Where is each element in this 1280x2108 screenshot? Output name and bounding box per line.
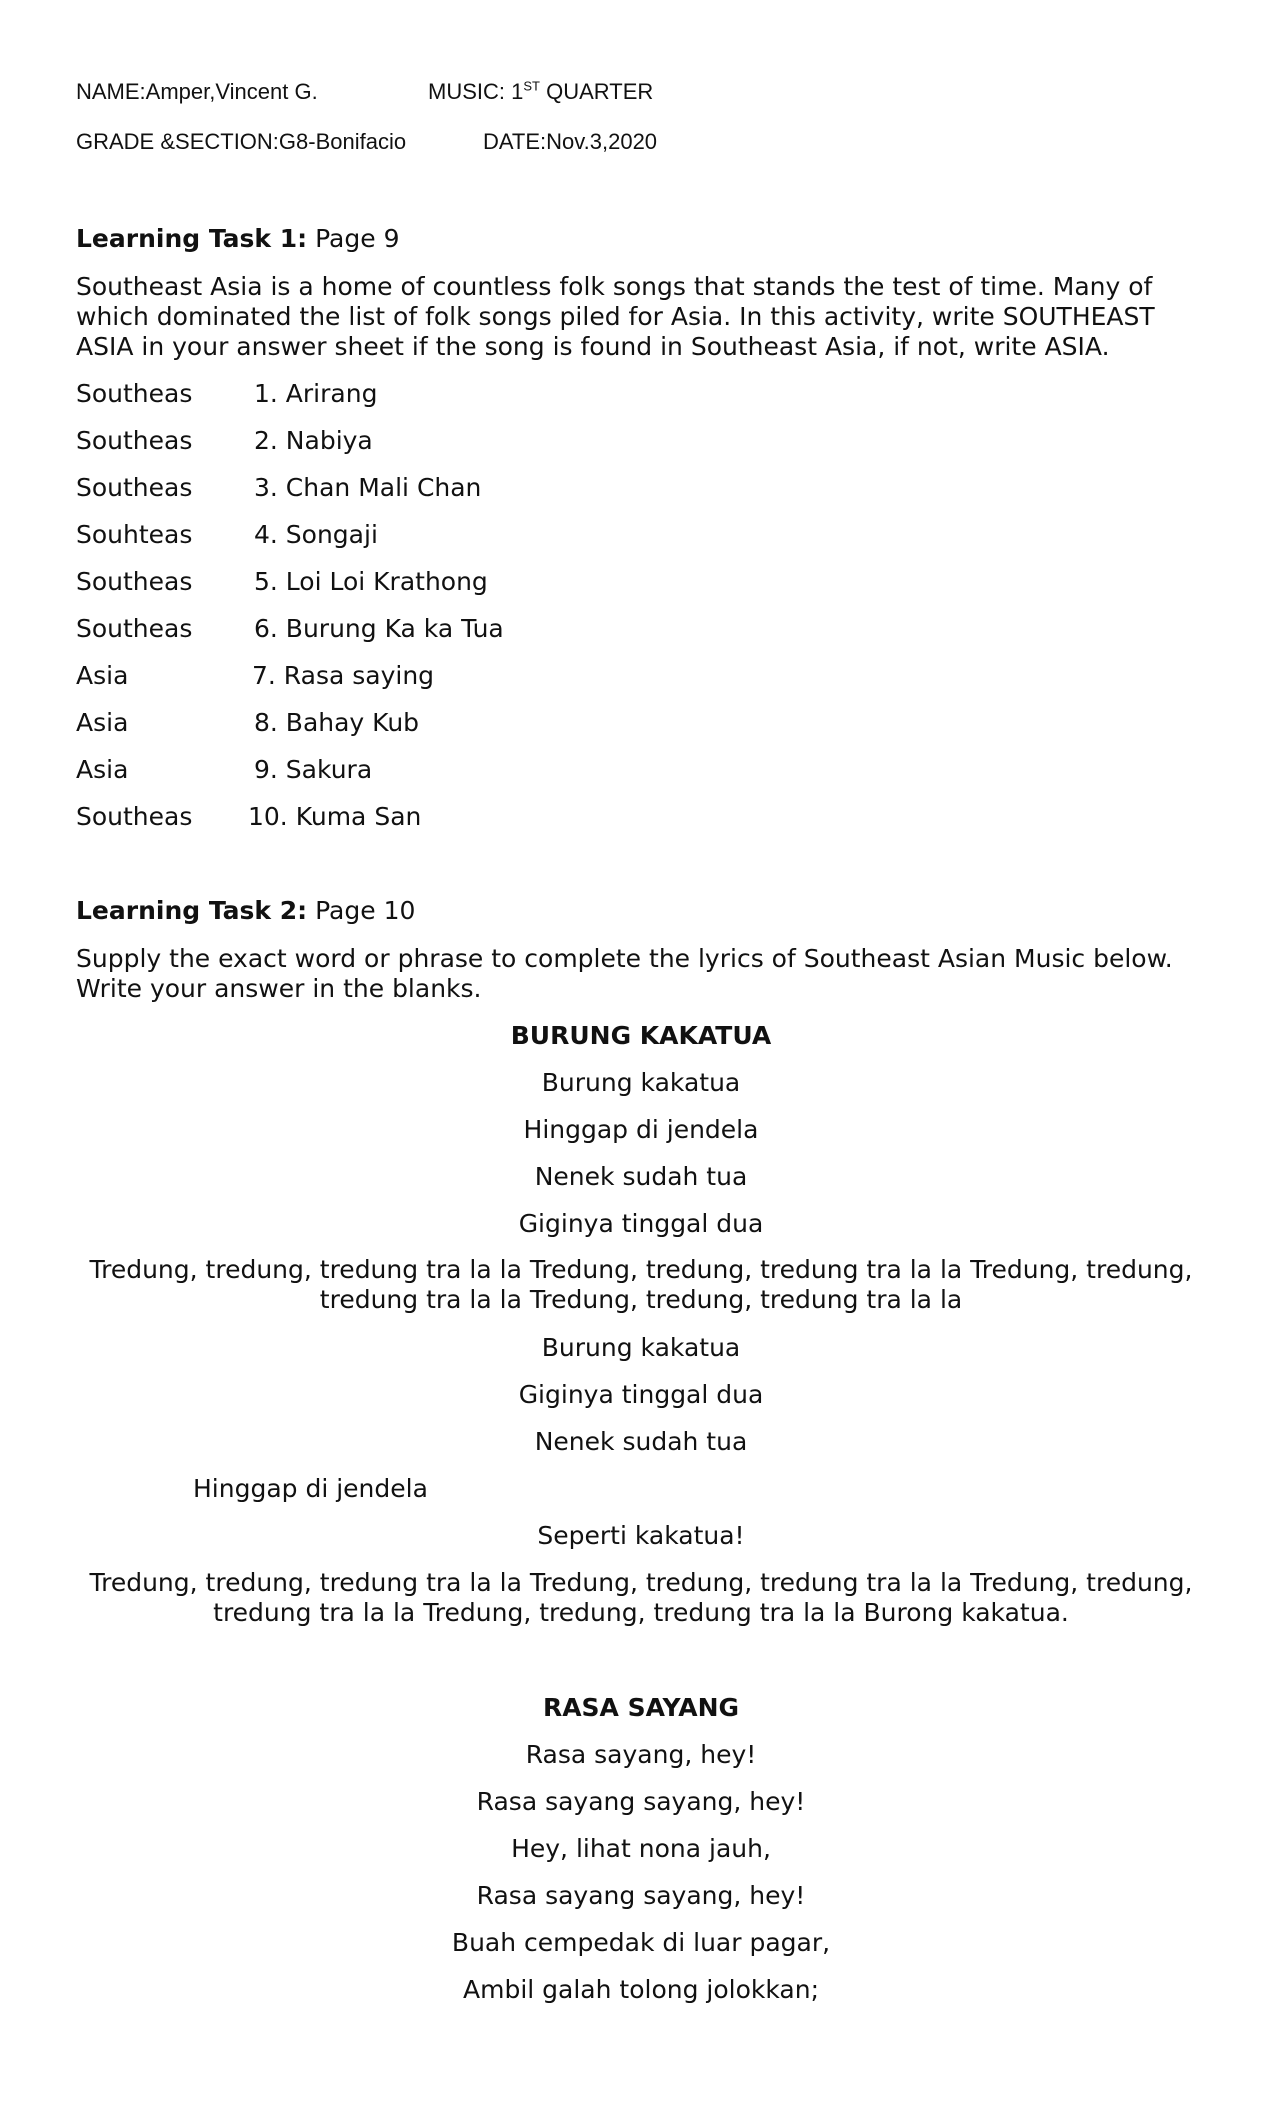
task1-answer-6: Southeas <box>76 614 193 643</box>
task1-item-10: 10. Kuma San <box>248 802 422 831</box>
task1-item-1: 1. Arirang <box>254 379 378 408</box>
task2-instructions: Supply the exact word or phrase to complete the lyrics of Southeast Asian Music below. Write your answer in the blanks. <box>76 944 1173 1003</box>
task1-item-5: 5. Loi Loi Krathong <box>254 567 488 596</box>
music-quarter-ordinal: ST <box>523 78 540 94</box>
task1-page: Page 9 <box>307 224 400 253</box>
task1-item-3: 3. Chan Mali Chan <box>254 473 482 502</box>
song1-line-4: Giginya tinggal dua <box>518 1209 764 1238</box>
song1-line-1: Burung kakatua <box>541 1068 741 1097</box>
task1-answer-10: Southeas <box>76 802 193 831</box>
song2-line-3: Hey, lihat nona jauh, <box>511 1834 771 1863</box>
student-name: NAME:Amper,Vincent G. <box>76 79 318 104</box>
task1-item-6: 6. Burung Ka ka Tua <box>254 614 504 643</box>
song1-line-9: Seperti kakatua! <box>537 1521 745 1550</box>
song2-line-6: Ambil galah tolong jolokkan; <box>463 1975 819 2004</box>
task1-answer-1: Southeas <box>76 379 193 408</box>
song1-line-8: Hinggap di jendela <box>193 1474 428 1503</box>
task2-title: Learning Task 2: <box>76 896 308 925</box>
grade-section: GRADE &SECTION:G8-Bonifacio <box>76 129 407 154</box>
task1-item-7: 7. Rasa saying <box>252 661 435 690</box>
song2-line-1: Rasa sayang, hey! <box>525 1740 757 1769</box>
task1-answer-4: Souhteas <box>76 520 193 549</box>
song1-chorus-2: Tredung, tredung, tredung tra la la Tredung, tredung, tredung tra la la Tredung, tredung, tredung tra la la Tredung, tredung, tredung tra la la Burong kakatua. <box>89 1568 1193 1627</box>
song1-title: BURUNG KAKATUA <box>510 1021 772 1050</box>
song1-line-7: Nenek sudah tua <box>534 1427 748 1456</box>
task1-answer-8: Asia <box>76 708 129 737</box>
date: DATE:Nov.3,2020 <box>483 129 658 154</box>
music-quarter <box>428 77 653 107</box>
task2-page: Page 10 <box>307 896 416 925</box>
task1-answer-2: Southeas <box>76 426 193 455</box>
song2-title: RASA SAYANG <box>542 1693 740 1722</box>
task1-item-2: 2. Nabiya <box>254 426 373 455</box>
task1-item-4: 4. Songaji <box>254 520 378 549</box>
task1-heading <box>76 224 399 254</box>
song2-line-5: Buah cempedak di luar pagar, <box>451 1928 831 1957</box>
music-quarter-suffix: QUARTER <box>539 79 654 104</box>
task1-answer-5: Southeas <box>76 567 193 596</box>
task1-item-9: 9. Sakura <box>254 755 373 784</box>
music-quarter-prefix: MUSIC: 1 <box>428 79 524 104</box>
task1-item-8: 8. Bahay Kub <box>254 708 420 737</box>
song2-line-2: Rasa sayang sayang, hey! <box>476 1787 806 1816</box>
task1-title: Learning Task 1: <box>76 224 308 253</box>
task1-answer-9: Asia <box>76 755 129 784</box>
song1-line-5: Burung kakatua <box>541 1333 741 1362</box>
song2-line-4: Rasa sayang sayang, hey! <box>476 1881 806 1910</box>
task1-instructions: Southeast Asia is a home of countless folk songs that stands the test of time. Many of which dominated the list of folk songs piled for Asia. In this activity, write SOUTHEAST ASIA in your answer sheet if the song is found in Southeast Asia, if not, write ASIA. <box>76 272 1155 361</box>
task1-answer-3: Southeas <box>76 473 193 502</box>
song1-chorus-1: Tredung, tredung, tredung tra la la Tredung, tredung, tredung tra la la Tredung, tredung, tredung tra la la Tredung, tredung, tredung tra la la <box>89 1255 1193 1314</box>
song1-line-6: Giginya tinggal dua <box>518 1380 764 1409</box>
task2-heading <box>76 896 415 926</box>
song1-line-2: Hinggap di jendela <box>523 1115 759 1144</box>
task1-answer-7: Asia <box>76 661 129 690</box>
song1-line-3: Nenek sudah tua <box>534 1162 748 1191</box>
